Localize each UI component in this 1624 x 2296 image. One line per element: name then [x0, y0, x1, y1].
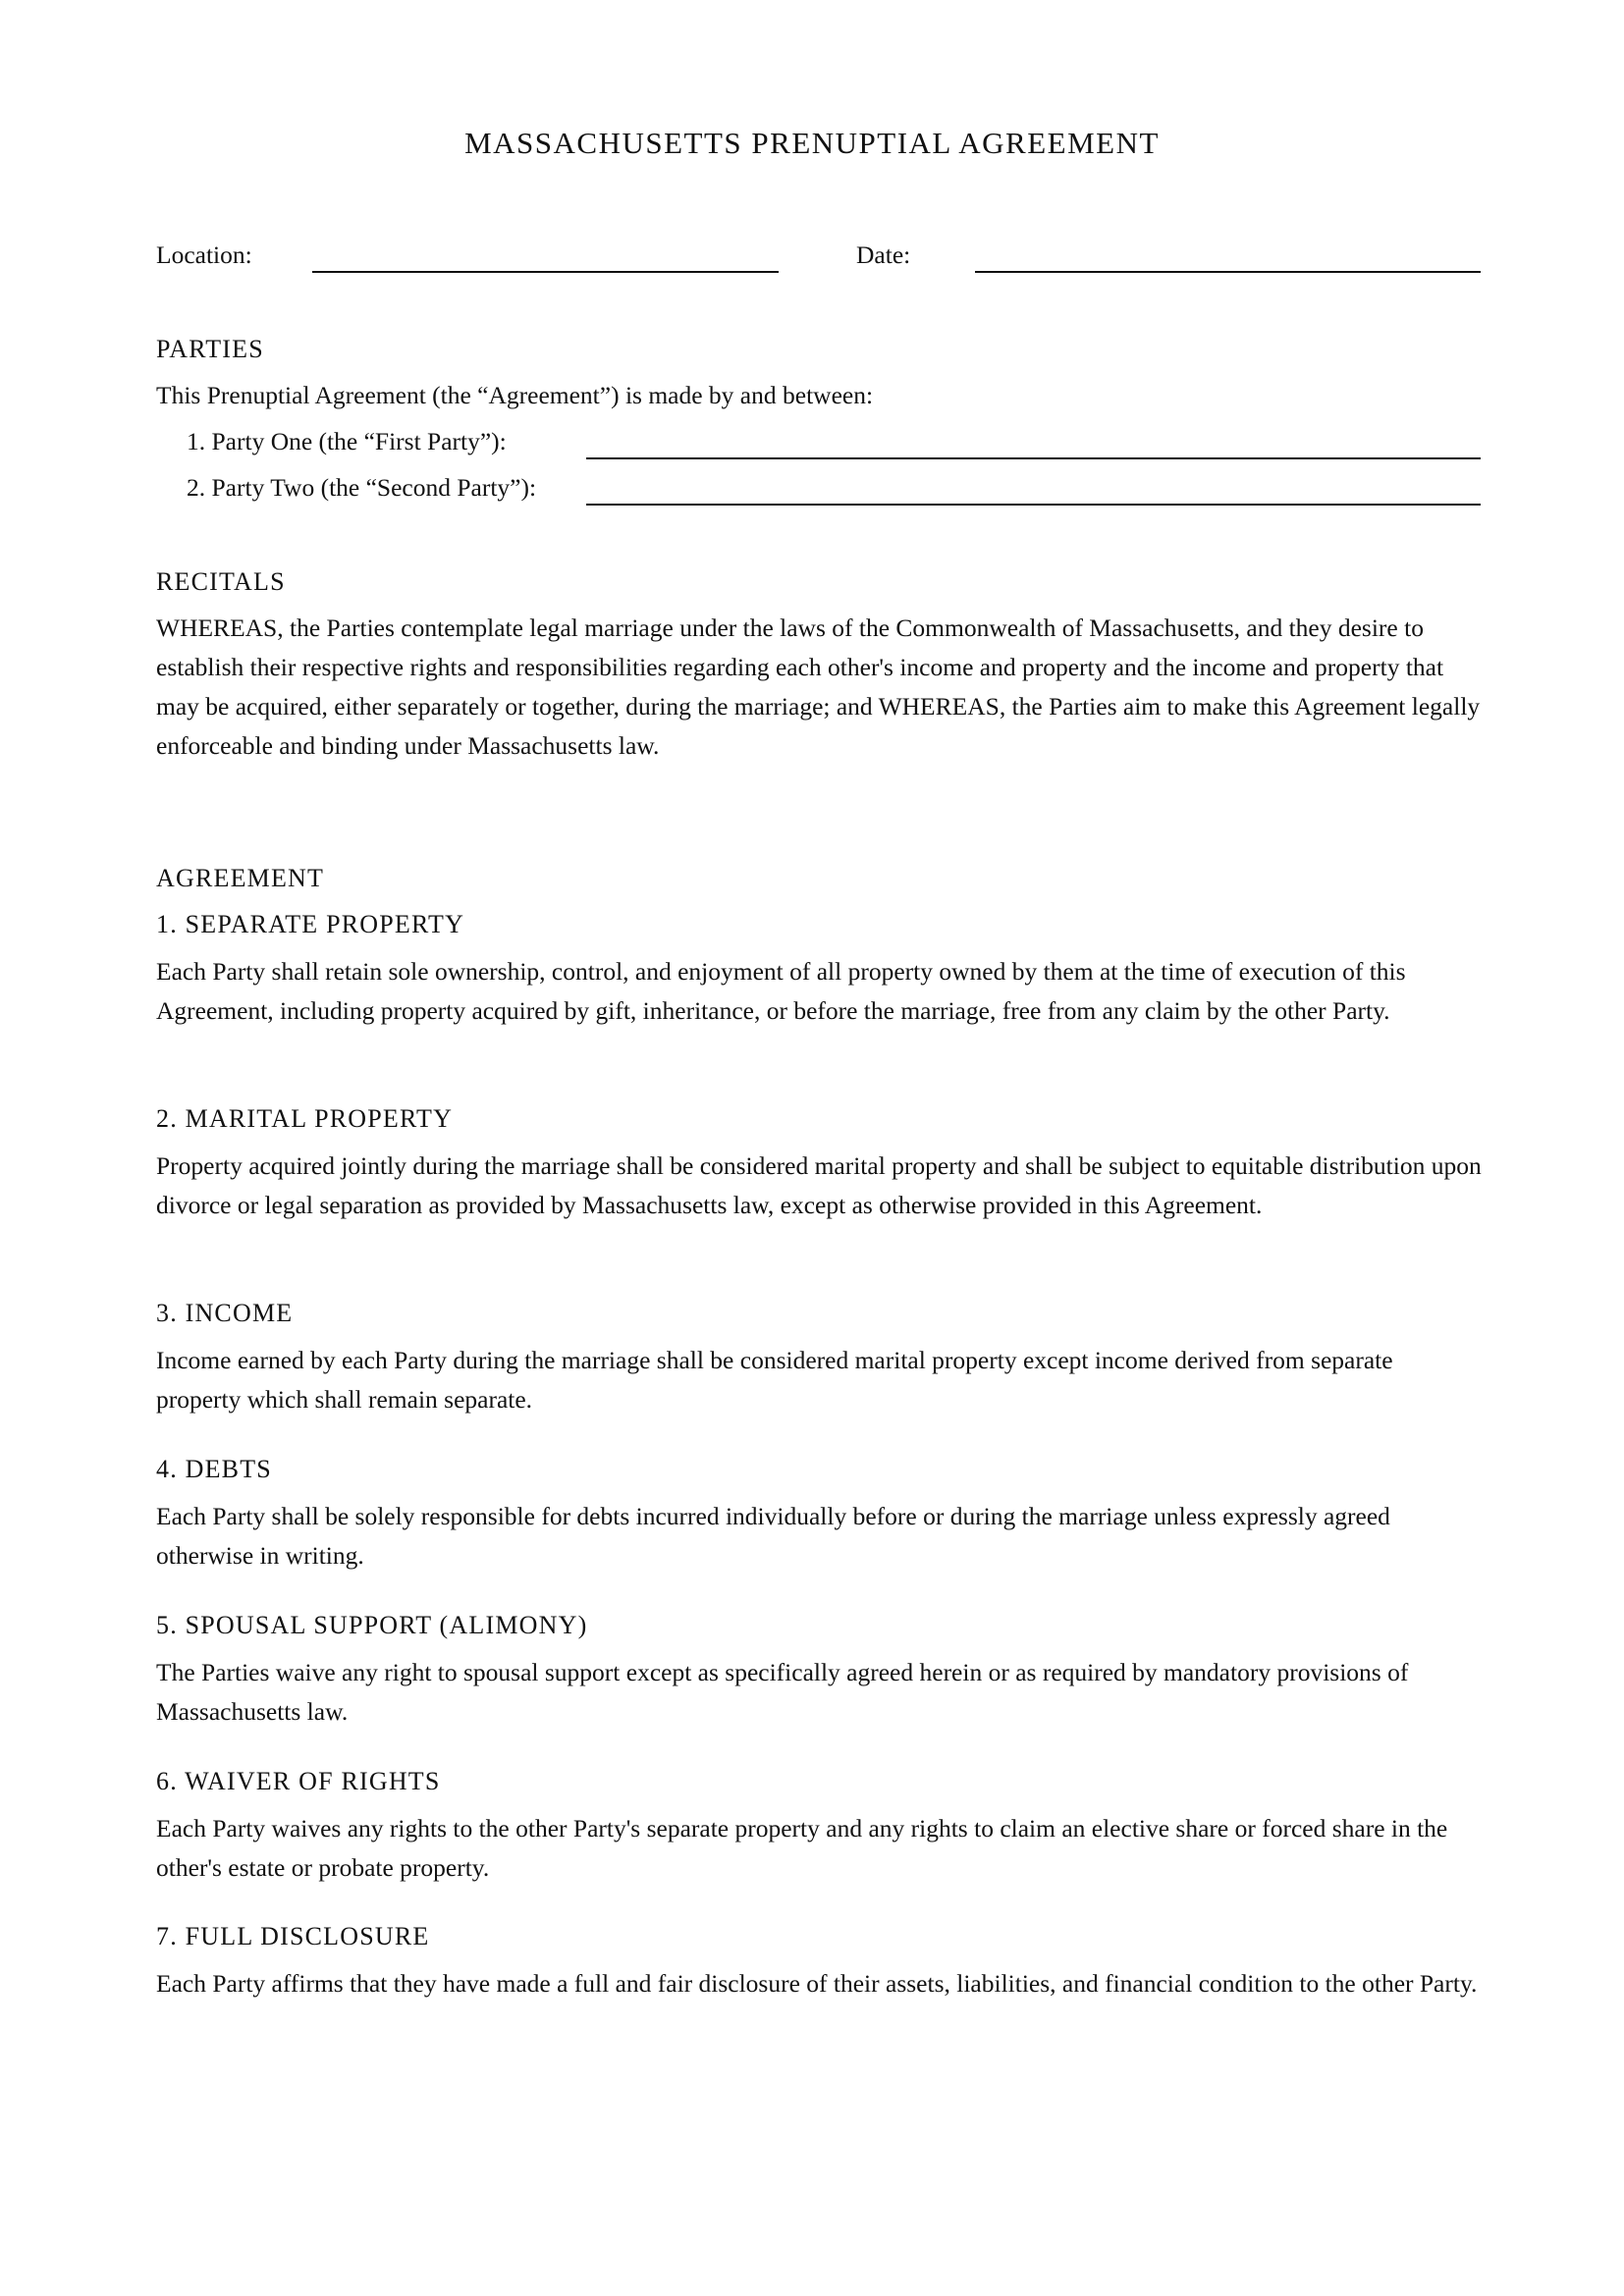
- date-label: Date:: [856, 240, 911, 269]
- section-heading-marital-property: 2. MARITAL PROPERTY: [156, 1104, 454, 1133]
- section-body-marital-property: Property acquired jointly during the marriage shall be considered marital property and shall be subject to equitable distribution upon divorce or legal separation as provided by Massachusetts law, except as otherwise provided in this Agreement.: [156, 1151, 1482, 1219]
- section-heading-income: 3. INCOME: [156, 1299, 294, 1327]
- agreement-heading: AGREEMENT: [156, 864, 325, 892]
- document-title: MASSACHUSETTS PRENUPTIAL AGREEMENT: [464, 126, 1160, 160]
- section-heading-full-disclosure: 7. FULL DISCLOSURE: [156, 1922, 430, 1950]
- section-body-full-disclosure: Each Party affirms that they have made a full and fair disclosure of their assets, liabilities, and financial condition to the other Party.: [156, 1969, 1478, 1998]
- location-label: Location:: [156, 240, 252, 269]
- section-heading-separate-property: 1. SEPARATE PROPERTY: [156, 910, 465, 938]
- recitals-heading: RECITALS: [156, 567, 286, 596]
- recitals-body: WHEREAS, the Parties contemplate legal marriage under the laws of the Commonwealth of Massachusetts, and they desire to establish their respective rights and responsibilities regarding each other's income and property and the income and property that may be acquired, either separately or together, during the marriage; and WHEREAS, the Parties aim to make this Agreement legally enforceable and binding under Massachusetts law.: [156, 614, 1481, 760]
- date-field[interactable]: [977, 236, 1478, 271]
- section-body-income: Income earned by each Party during the marriage shall be considered marital property except income derived from separate property which shall remain separate.: [156, 1346, 1393, 1414]
- section-heading-waiver-of-rights: 6. WAIVER OF RIGHTS: [156, 1767, 441, 1795]
- party-two-blank-line: [586, 504, 1481, 506]
- section-body-debts: Each Party shall be solely responsible for debts incurred individually before or during the marriage unless expressly agreed otherwise in writing.: [156, 1502, 1390, 1570]
- party-one-field[interactable]: [589, 422, 1478, 457]
- party-two-label: 2. Party Two (the “Second Party”):: [187, 473, 537, 502]
- party-one-blank-line: [586, 457, 1481, 459]
- section-body-waiver-of-rights: Each Party waives any rights to the other Party's separate property and any rights to claim an elective share or forced share in the other's estate or probate property.: [156, 1814, 1448, 1882]
- section-heading-spousal-support: 5. SPOUSAL SUPPORT (ALIMONY): [156, 1611, 588, 1639]
- party-one-label: 1. Party One (the “First Party”):: [187, 427, 507, 455]
- location-blank-line: [312, 271, 779, 273]
- section-body-spousal-support: The Parties waive any right to spousal support except as specifically agreed herein or as required by mandatory provisions of Massachusetts law.: [156, 1658, 1409, 1726]
- section-heading-debts: 4. DEBTS: [156, 1455, 272, 1483]
- parties-heading: PARTIES: [156, 335, 264, 363]
- location-field[interactable]: [314, 236, 776, 271]
- date-blank-line: [975, 271, 1481, 273]
- section-body-separate-property: Each Party shall retain sole ownership, control, and enjoyment of all property owned by them at the time of execution of this Agreement, including property acquired by gift, inheritance, or before the marriage, free from any claim by the other Party.: [156, 957, 1406, 1025]
- parties-intro: This Prenuptial Agreement (the “Agreement”) is made by and between:: [156, 381, 874, 409]
- party-two-field[interactable]: [589, 468, 1478, 504]
